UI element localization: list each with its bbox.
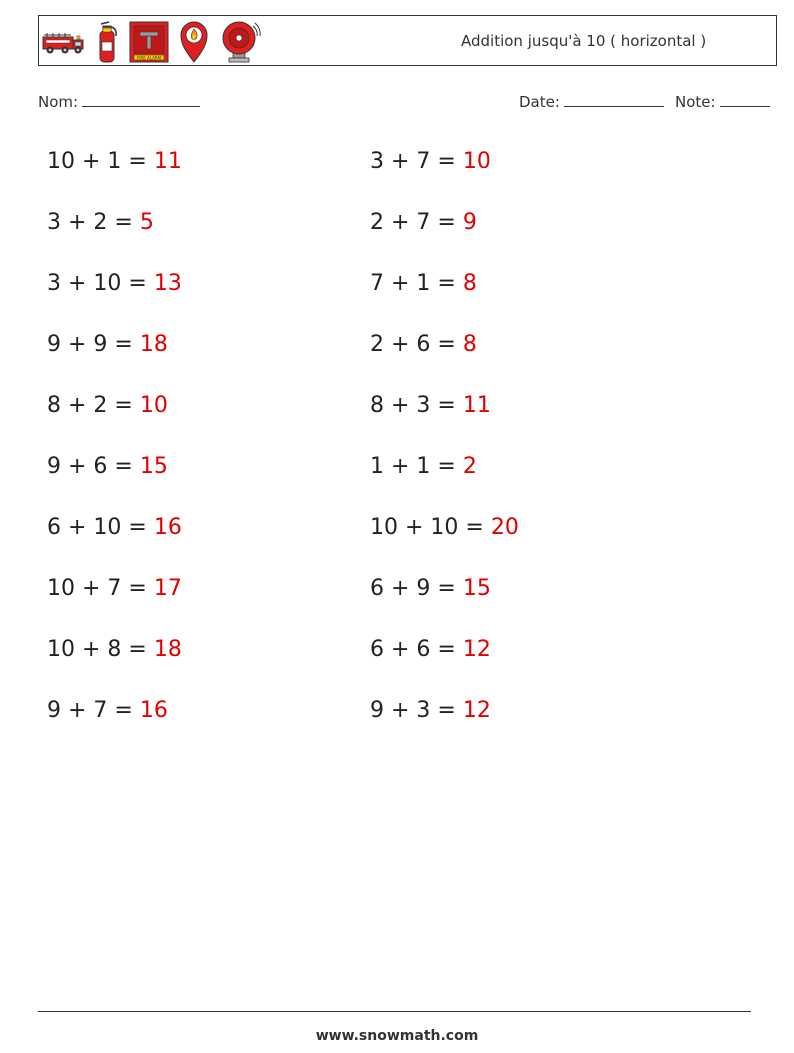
footer-divider	[38, 1011, 751, 1012]
problem-answer: 13	[153, 271, 182, 296]
problem-question: 7 + 1 =	[370, 271, 456, 296]
problem-right-8	[370, 576, 491, 601]
name-label: Nom:	[38, 93, 79, 111]
problem-left-1	[47, 149, 182, 174]
problem-question: 8 + 3 =	[370, 393, 456, 418]
alarm-bell-icon	[219, 20, 261, 64]
problem-answer: 8	[462, 271, 477, 296]
problem-question: 8 + 2 =	[47, 393, 133, 418]
problem-answer: 20	[490, 515, 519, 540]
problem-answer: 17	[153, 576, 182, 601]
footer-site: www.snowmath.com	[315, 1028, 479, 1044]
problem-question: 9 + 6 =	[47, 454, 133, 479]
problem-left-5	[47, 393, 168, 418]
grade-field	[675, 93, 770, 111]
problem-right-7	[370, 515, 519, 540]
problem-question: 6 + 6 =	[370, 637, 456, 662]
problem-answer: 11	[462, 393, 491, 418]
problem-question: 9 + 7 =	[47, 698, 133, 723]
problem-question: 1 + 1 =	[370, 454, 456, 479]
problem-answer: 12	[462, 698, 491, 723]
problem-question: 2 + 6 =	[370, 332, 456, 357]
problem-question: 2 + 7 =	[370, 210, 456, 235]
problem-answer: 15	[462, 576, 491, 601]
problem-answer: 15	[139, 454, 168, 479]
problem-left-2	[47, 210, 154, 235]
problem-answer: 18	[153, 637, 182, 662]
problem-answer: 5	[139, 210, 154, 235]
problem-answer: 12	[462, 637, 491, 662]
problem-question: 9 + 9 =	[47, 332, 133, 357]
problem-answer: 18	[139, 332, 168, 357]
problem-answer: 9	[462, 210, 477, 235]
problem-question: 3 + 10 =	[47, 271, 147, 296]
problem-right-6	[370, 454, 477, 479]
problem-left-10	[47, 698, 168, 723]
problem-right-1	[370, 149, 491, 174]
problem-right-4	[370, 332, 477, 357]
problem-question: 3 + 7 =	[370, 149, 456, 174]
problem-right-3	[370, 271, 477, 296]
grade-label: Note:	[675, 93, 716, 111]
problem-answer: 10	[139, 393, 168, 418]
name-blank	[82, 93, 200, 107]
problem-left-9	[47, 637, 182, 662]
fire-truck-icon	[41, 27, 85, 57]
problem-left-3	[47, 271, 182, 296]
problem-answer: 2	[462, 454, 477, 479]
problem-question: 10 + 1 =	[47, 149, 147, 174]
problem-answer: 11	[153, 149, 182, 174]
problem-right-10	[370, 698, 491, 723]
fire-alarm-box-icon	[129, 21, 169, 63]
problem-question: 3 + 2 =	[47, 210, 133, 235]
problem-left-4	[47, 332, 168, 357]
problem-answer: 10	[462, 149, 491, 174]
problem-question: 9 + 3 =	[370, 698, 456, 723]
problem-answer: 16	[139, 698, 168, 723]
worksheet-title: Addition jusqu'à 10 ( horizontal )	[461, 32, 707, 50]
problem-question: 10 + 8 =	[47, 637, 147, 662]
alarm-box-label: FIRE ALARM	[136, 55, 162, 61]
grade-blank	[720, 93, 770, 107]
problem-answer: 16	[153, 515, 182, 540]
date-field	[519, 93, 664, 111]
icon-strip	[41, 19, 261, 65]
problem-answer: 8	[462, 332, 477, 357]
problem-right-2	[370, 210, 477, 235]
date-blank	[564, 93, 664, 107]
header-box	[38, 15, 777, 66]
problem-question: 10 + 7 =	[47, 576, 147, 601]
problem-question: 6 + 9 =	[370, 576, 456, 601]
problem-left-6	[47, 454, 168, 479]
problem-question: 6 + 10 =	[47, 515, 147, 540]
name-field	[38, 93, 200, 111]
problem-left-7	[47, 515, 182, 540]
problem-question: 10 + 10 =	[370, 515, 484, 540]
fire-extinguisher-icon	[95, 20, 119, 64]
fire-location-pin-icon	[179, 20, 209, 64]
date-label: Date:	[519, 93, 560, 111]
problem-right-5	[370, 393, 491, 418]
problem-left-8	[47, 576, 182, 601]
problem-right-9	[370, 637, 491, 662]
